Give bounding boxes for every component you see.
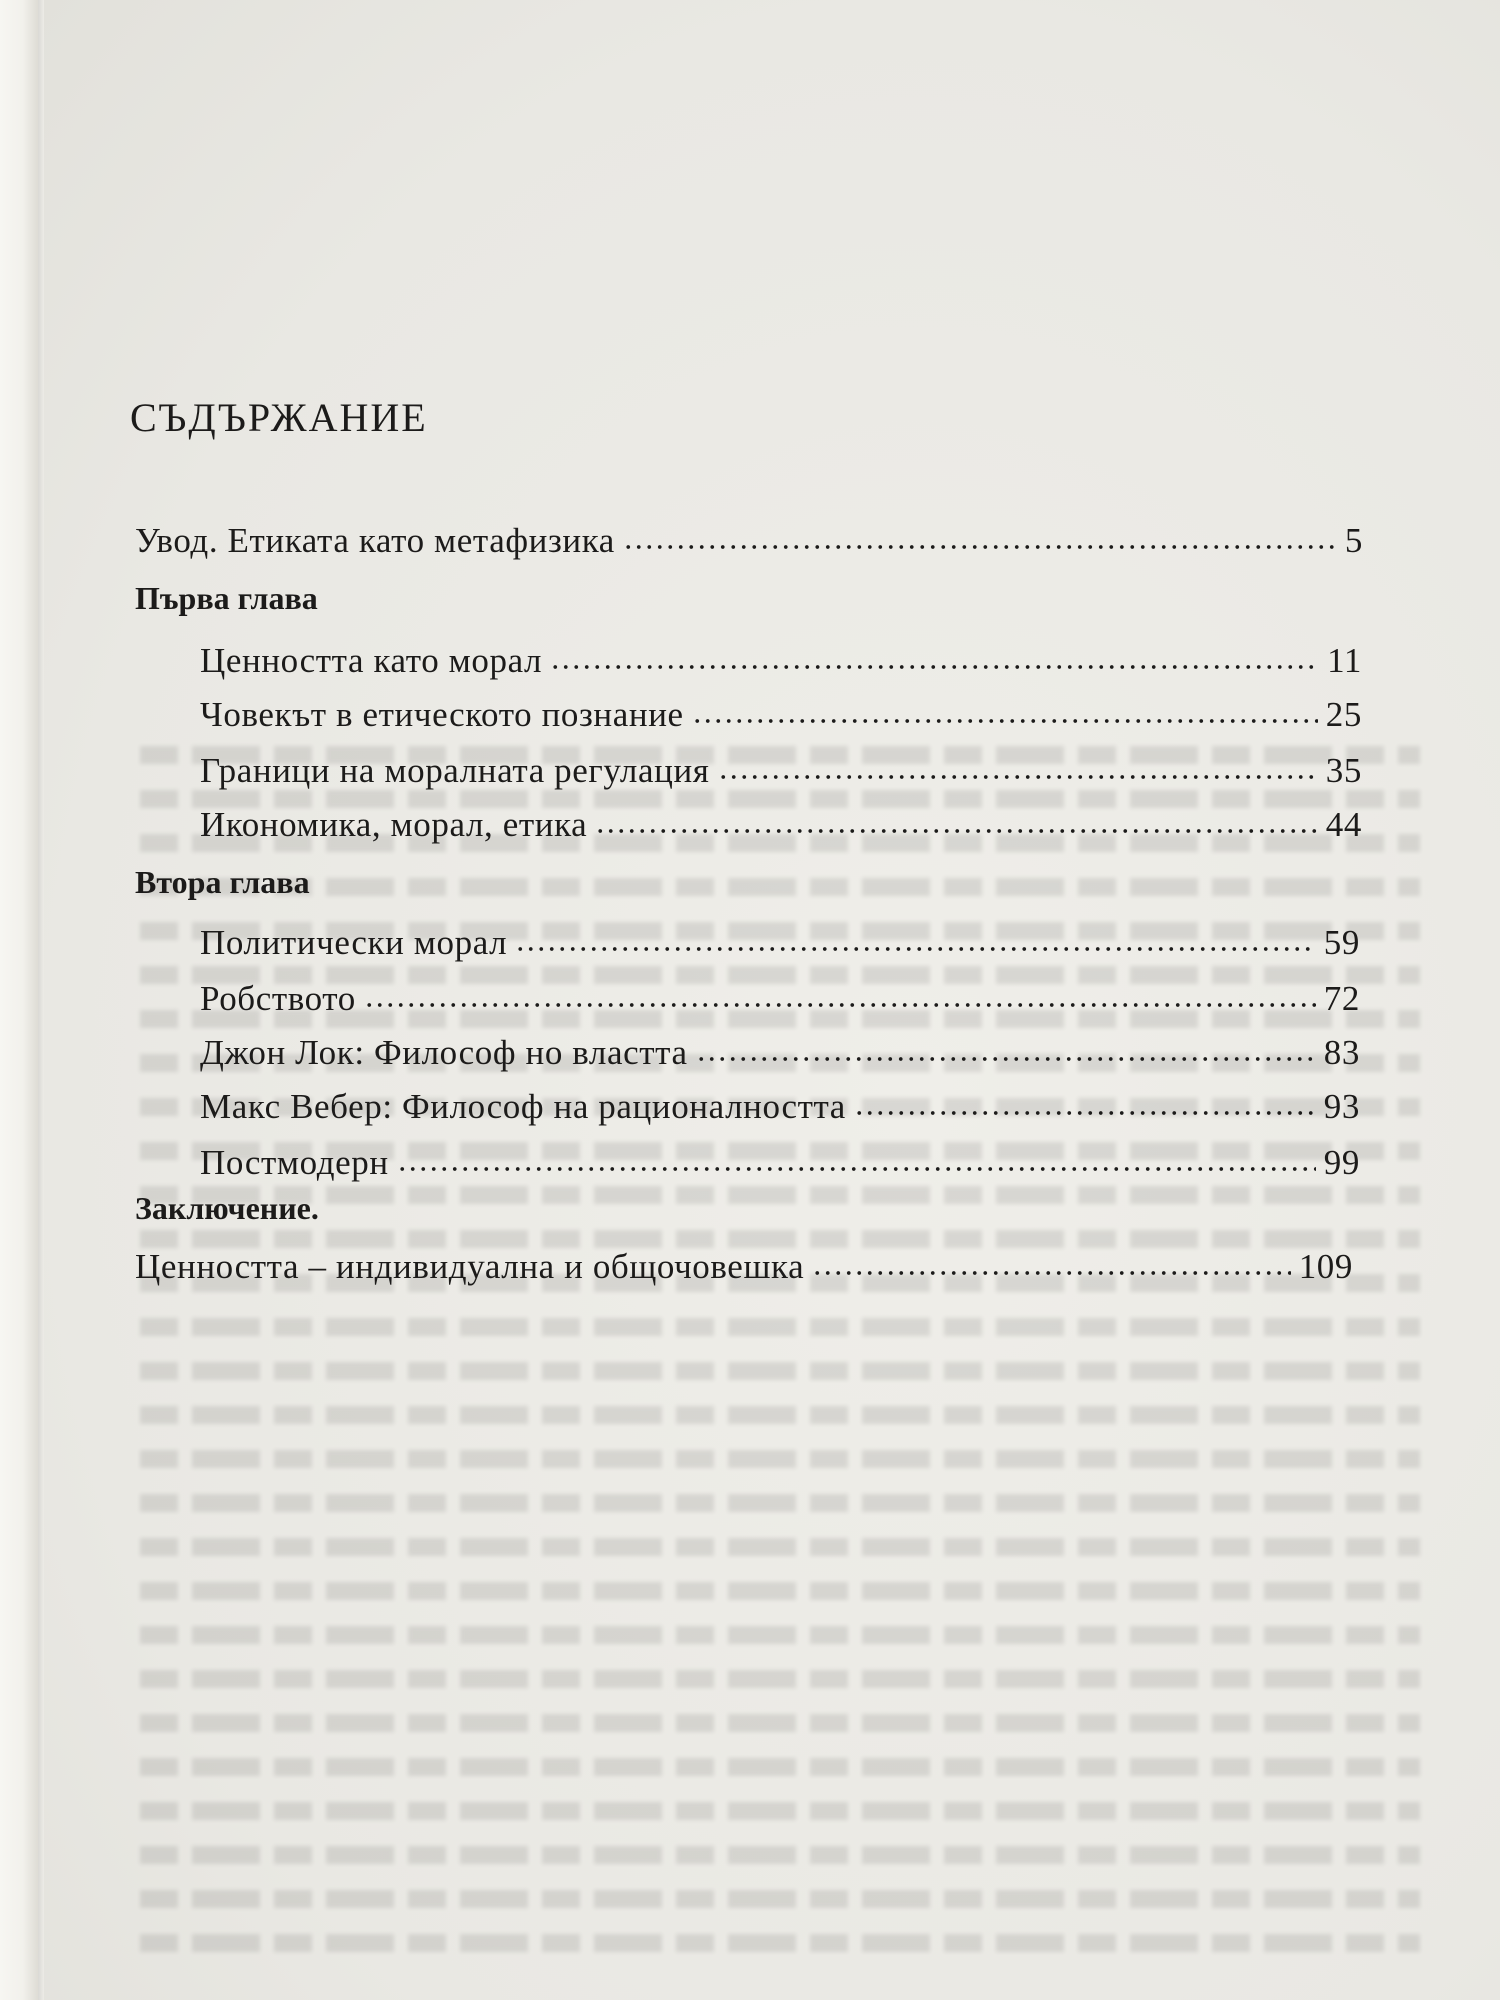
toc-entry-title: Джон Лок: Философ но властта <box>200 1033 688 1072</box>
dot-leader <box>515 945 1316 953</box>
dot-leader <box>623 543 1337 551</box>
dot-leader <box>692 717 1318 725</box>
toc-entry-page: 11 <box>1327 641 1362 680</box>
toc-entry-title: Човекът в етическото познание <box>200 695 684 734</box>
dot-leader <box>854 1109 1316 1117</box>
dot-leader <box>696 1055 1316 1063</box>
conclusion-label: Заключение. <box>135 1190 319 1226</box>
toc-entry <box>200 740 1362 788</box>
toc-entry-page: 83 <box>1323 1033 1360 1072</box>
toc-entry-conclusion <box>135 1236 1353 1284</box>
dot-leader <box>812 1269 1290 1277</box>
toc-entry <box>200 1076 1360 1124</box>
toc-entry-intro <box>135 510 1363 558</box>
toc-entry <box>200 684 1362 732</box>
toc-entry <box>200 794 1362 842</box>
toc-entry-title: Ценността – индивидуална и общочовешка <box>135 1247 805 1286</box>
toc-entry-title: Ценността като морал <box>200 641 543 680</box>
toc-heading: СЪДЪРЖАНИЕ <box>130 395 428 440</box>
chapter-label-2: Втора глава <box>135 864 310 900</box>
toc-entry-title: Макс Вебер: Философ на рационалността <box>200 1087 846 1126</box>
toc-entry-page: 59 <box>1323 923 1360 962</box>
toc-entry <box>200 968 1360 1016</box>
toc-entry <box>200 912 1360 960</box>
toc-entry-title: Робството <box>200 979 356 1018</box>
toc-entry <box>200 1132 1360 1180</box>
toc-entry-page: 44 <box>1325 805 1362 844</box>
toc-entry-page: 35 <box>1325 751 1362 790</box>
toc-entry-page: 93 <box>1323 1087 1360 1126</box>
dot-leader <box>397 1165 1316 1173</box>
toc-entry-page: 99 <box>1323 1143 1360 1182</box>
dot-leader <box>550 663 1319 671</box>
toc-entry-title: Икономика, морал, етика <box>200 805 588 844</box>
toc-entry-title: Увод. Етиката като метафизика <box>135 521 615 560</box>
dot-leader <box>364 1001 1316 1009</box>
toc-entry-page: 5 <box>1344 521 1363 560</box>
toc-entry <box>200 1022 1360 1070</box>
chapter-label-1: Първа глава <box>135 580 318 616</box>
toc-entry-page: 109 <box>1298 1247 1353 1286</box>
toc-entry-title: Постмодерн <box>200 1143 389 1182</box>
toc-entry-title: Политически морал <box>200 923 508 962</box>
toc-entry-page: 72 <box>1323 979 1360 1018</box>
toc-entry <box>200 630 1362 678</box>
dot-leader <box>595 827 1318 835</box>
toc-entry-page: 25 <box>1325 695 1362 734</box>
dot-leader <box>718 773 1318 781</box>
toc-entry-title: Граници на моралната регулация <box>200 751 710 790</box>
